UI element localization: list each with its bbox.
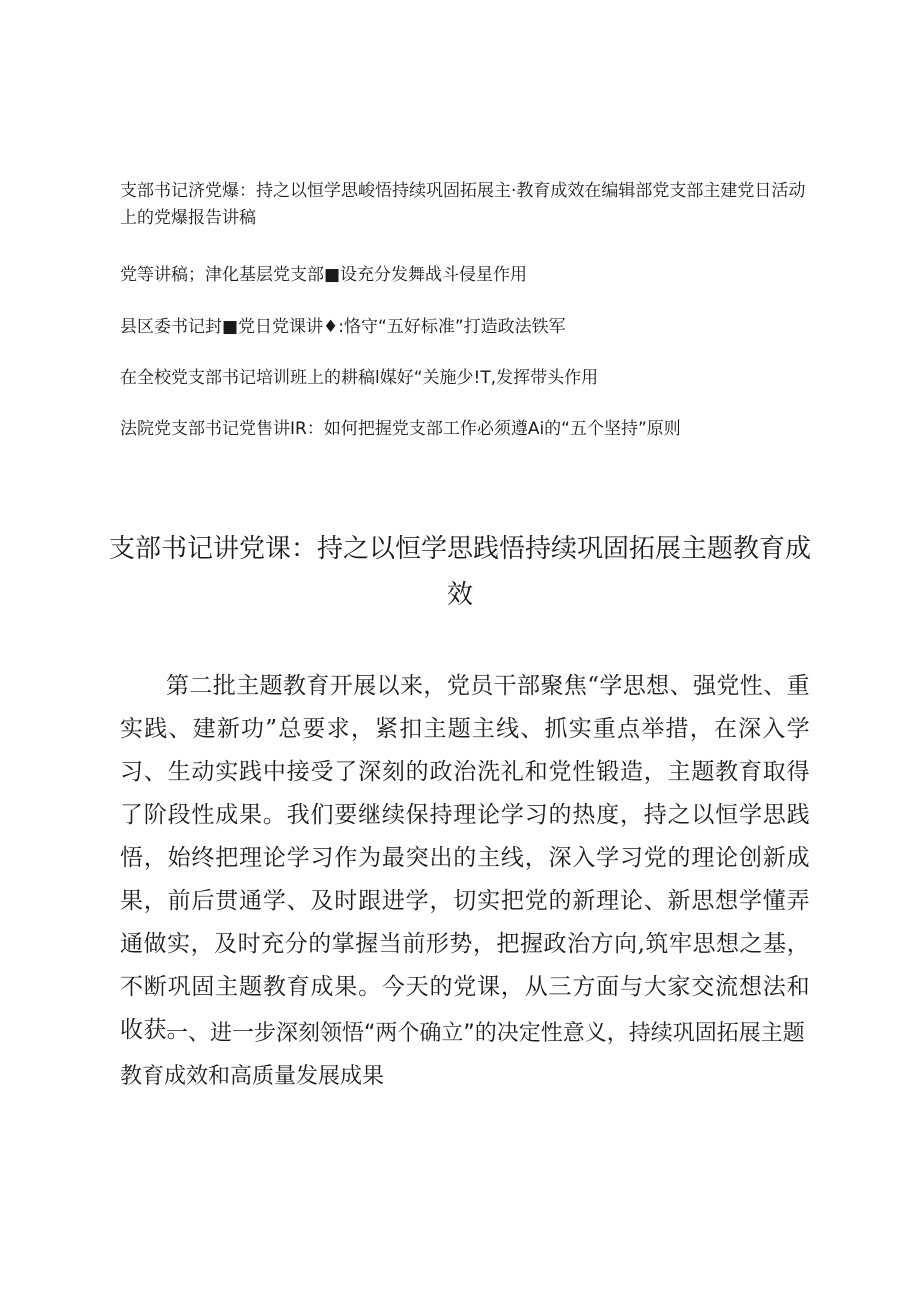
- table-of-contents: [120, 178, 820, 467]
- toc-entry[interactable]: 党等讲稿；津化基层党支部■设充分发舞战斗侵星作用: [120, 265, 528, 285]
- toc-entry[interactable]: 县区委书记封■党日党课讲♦:恪守“五好标准”打造政法铁军: [120, 317, 566, 337]
- article-paragraph: 第二批主题教育开展以来，党员干部聚焦“学思想、强党性、重实践、建新功”总要求，紧扣主题主线、抓实重点举措，在深入学习、生动实践中接受了深刻的政治洗礼和党性锻造，主题教育取得了阶段性成果。我们要继续保持理论学习的热度，持之以恒学思践悟，始终把理论学习作为最突出的主线，深入学习党的理论创新成果，前后贯通学、及时跟进学，切实把党的新理论、新思想学懂弄通做实，及时充分的掌握当前形势，把握政治方向,筑牢思想之基，不断巩固主题教育成果。今天的党课，从三方面与大家交流想法和收获。: [120, 673, 810, 1043]
- article-title: 支部书记讲党课：持之以恒学思践悟持续巩固拓展主题教育成效: [108, 534, 811, 610]
- toc-entry[interactable]: 在全校党支部书记培训班上的耕稿l媒好“关施少!T,发挥带头作用: [120, 368, 599, 388]
- toc-entry[interactable]: 法院党支部书记党售讲IR：如何把握党支部工作必须遵Ai的“五个坚持”原则: [120, 419, 681, 439]
- toc-entry[interactable]: 支部书记济党爆：持之以恒学思峻悟持续巩固拓展主·教育成效在编辑部党支部主建党日活动上的党爆报告讲稿: [120, 181, 806, 228]
- section-heading: 一、进一步深刻领悟“两个确立”的决定性意义，持续巩固拓展主题教育成效和高质量发展成果: [120, 1021, 805, 1089]
